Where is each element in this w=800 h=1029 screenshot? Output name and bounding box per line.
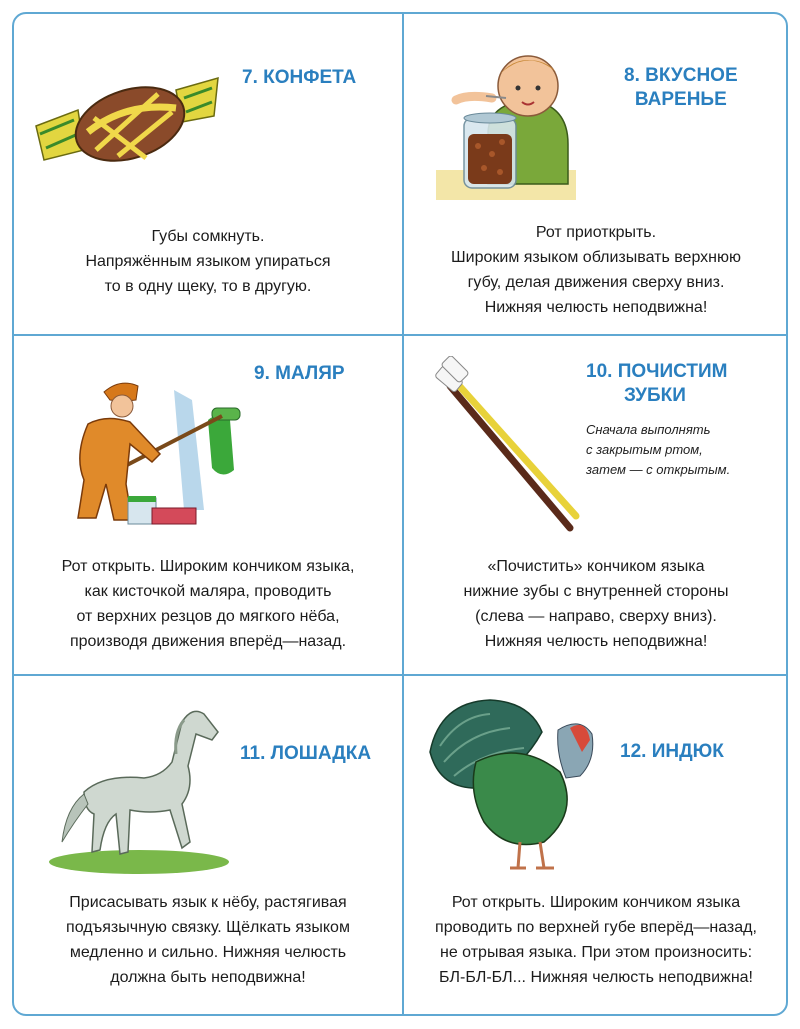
description-line: «Почистить» кончиком языка (487, 558, 705, 575)
note-line: с закрытым ртом, (586, 442, 703, 457)
card-title: 9. МАЛЯР (254, 363, 345, 384)
title-line: ЗУБКИ (624, 385, 686, 406)
description-line: должна быть неподвижна! (110, 969, 306, 986)
painter-illustration (34, 360, 264, 540)
description-line: проводить по верхней губе вперёд—назад, (435, 919, 757, 936)
card-description (14, 554, 402, 654)
note-line: Сначала выполнять (586, 422, 711, 437)
description-line: Губы сомкнуть. (151, 228, 265, 245)
candy-illustration (26, 58, 226, 188)
card-brush-teeth (402, 334, 788, 674)
description-line: (слева — направо, сверху вниз). (475, 608, 717, 625)
description-line: БЛ-БЛ-БЛ... Нижняя челюсть неподвижна! (439, 969, 753, 986)
card-horse (14, 674, 402, 1014)
card-description (404, 890, 788, 990)
card-title (586, 360, 727, 408)
description-line: Рот открыть. Широким кончиком языка, (61, 558, 355, 575)
exercise-sheet (12, 12, 788, 1016)
card-description (14, 224, 402, 299)
card-description (404, 554, 788, 654)
card-painter (14, 334, 402, 674)
card-description (14, 890, 402, 990)
description-line: Напряжённым языком упираться (85, 253, 331, 270)
description-line: то в одну щеку, то в другую. (104, 278, 312, 295)
card-title: 12. ИНДЮК (620, 741, 724, 762)
description-line: губу, делая движения сверху вниз. (467, 274, 725, 291)
card-title (624, 64, 738, 112)
description-line: Нижняя челюсть неподвижна! (484, 299, 708, 316)
description-line: не отрывая языка. При этом произносить: (439, 944, 753, 961)
boy-with-jam-jar-illustration (428, 34, 588, 206)
card-turkey (402, 674, 788, 1014)
description-line: Широким языком облизывать верхнюю (450, 249, 741, 266)
title-line: 10. ПОЧИСТИМ (586, 361, 728, 382)
card-note (586, 420, 730, 480)
title-line: ВАРЕНЬЕ (634, 89, 727, 110)
card-description (404, 220, 788, 320)
toothbrushes-illustration (430, 356, 580, 546)
description-line: Нижняя челюсть неподвижна! (484, 633, 708, 650)
card-title: 7. КОНФЕТА (242, 67, 357, 88)
card-candy (14, 14, 402, 334)
horse-illustration (44, 692, 234, 882)
title-line: 8. ВКУСНОЕ (624, 65, 738, 86)
card-title: 11. ЛОШАДКА (240, 743, 372, 764)
description-line: нижние зубы с внутренней стороны (463, 583, 729, 600)
description-line: Рот открыть. Широким кончиком языка (451, 894, 741, 911)
description-line: как кисточкой маляра, проводить (84, 583, 332, 600)
card-tasty-jam (402, 14, 788, 334)
description-line: медленно и сильно. Нижняя челюсть (69, 944, 347, 961)
description-line: Рот приоткрыть. (535, 224, 657, 241)
description-line: производя движения вперёд—назад. (69, 633, 347, 650)
turkey-illustration (420, 692, 620, 882)
note-line: затем — с открытым. (586, 462, 731, 477)
description-line: от верхних резцов до мягкого нёба, (76, 608, 340, 625)
description-line: Присасывать язык к нёбу, растягивая (69, 894, 347, 911)
description-line: подъязычную связку. Щёлкать языком (66, 919, 350, 936)
